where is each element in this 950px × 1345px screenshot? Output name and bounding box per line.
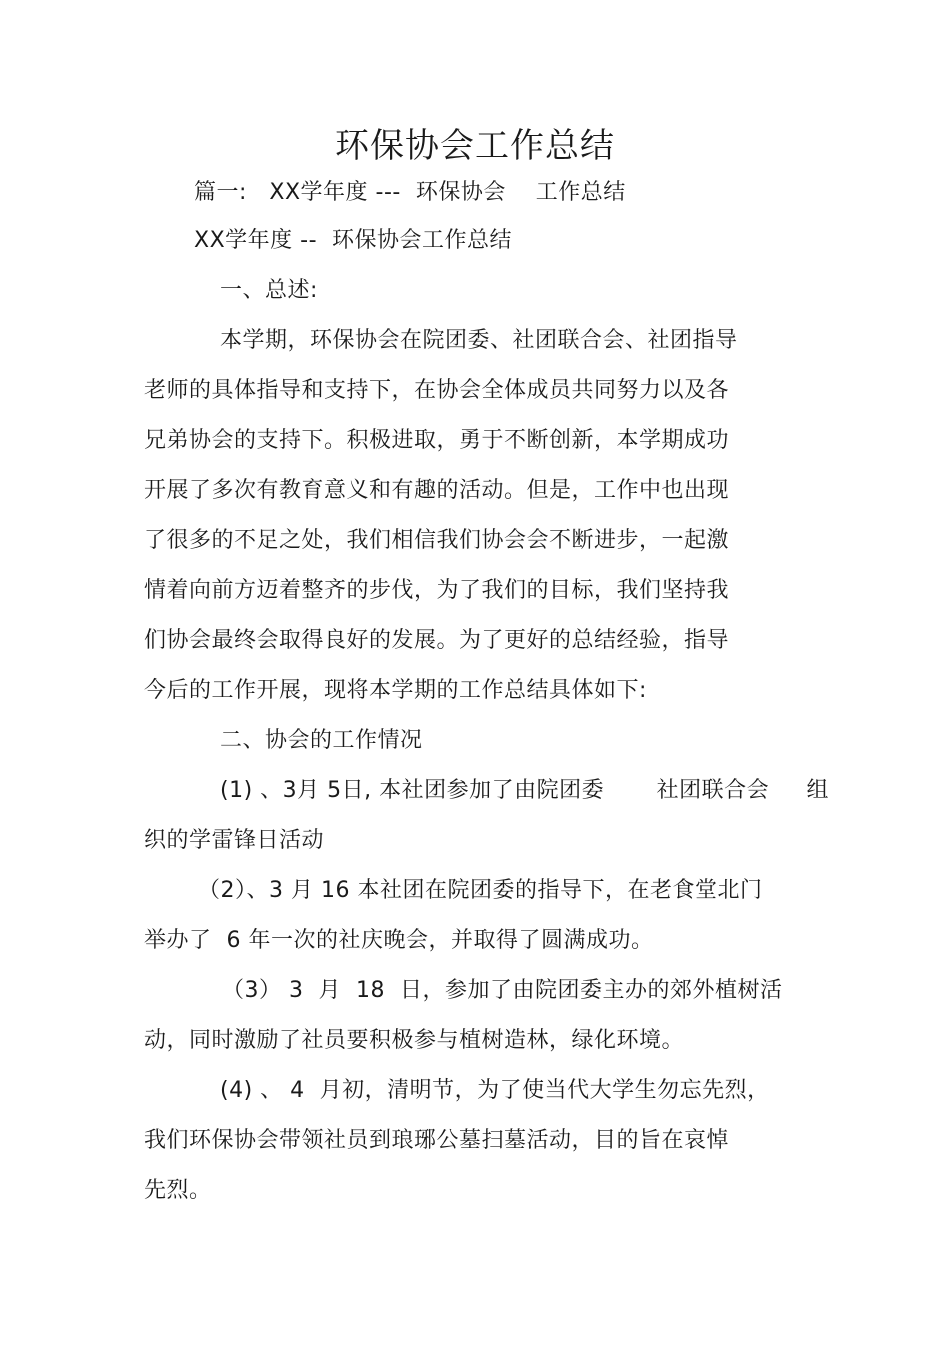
work-item-line: （3） 3 月 18 日，参加了由院团委主办的郊外植树活 [222, 978, 783, 1003]
work-item-line: 我们环保协会带领社员到琅琊公墓扫墓活动，目的旨在哀悼 [144, 1128, 730, 1153]
paragraph-line: 老师的具体指导和支持下，在协会全体成员共同努力以及各 [144, 378, 730, 403]
section-heading-summary: 一、总述: [220, 278, 318, 303]
paragraph-line: 们协会最终会取得良好的发展。为了更好的总结经验，指导 [144, 628, 730, 653]
paragraph-line: 开展了多次有教育意义和有趣的活动。但是，工作中也出现 [144, 478, 730, 503]
work-item-line: （2）、3 月 16 本社团在院团委的指导下，在老食堂北门 [198, 878, 763, 903]
section-heading-work: 二、协会的工作情况 [220, 728, 423, 753]
paragraph-line: 了很多的不足之处，我们相信我们协会会不断进步，一起激 [144, 528, 730, 553]
document-heading: XX学年度 -- 环保协会工作总结 [194, 228, 512, 253]
paragraph-line: 情着向前方迈着整齐的步伐，为了我们的目标，我们坚持我 [144, 578, 730, 603]
paragraph-line: 本学期，环保协会在院团委、社团联合会、社团指导 [220, 328, 738, 353]
work-item-line: (1) 、3月 5日, 本社团参加了由院团委 社团联合会 组 [220, 778, 830, 803]
paragraph-line: 兄弟协会的支持下。积极进取，勇于不断创新，本学期成功 [144, 428, 730, 453]
document-title: 环保协会工作总结 [335, 126, 615, 166]
work-item-line: 先烈。 [144, 1178, 212, 1203]
document-subtitle: 篇一: XX学年度 --- 环保协会 工作总结 [194, 180, 626, 205]
work-item-line: 动，同时激励了社员要积极参与植树造林，绿化环境。 [144, 1028, 685, 1053]
work-item-line: 织的学雷锋日活动 [144, 828, 325, 853]
paragraph-line: 今后的工作开展，现将本学期的工作总结具体如下: [144, 678, 647, 703]
work-item-line: (4) 、 4 月初，清明节，为了使当代大学生勿忘先烈， [220, 1078, 770, 1103]
work-item-line: 举办了 6 年一次的社庆晚会，并取得了圆满成功。 [144, 928, 654, 953]
